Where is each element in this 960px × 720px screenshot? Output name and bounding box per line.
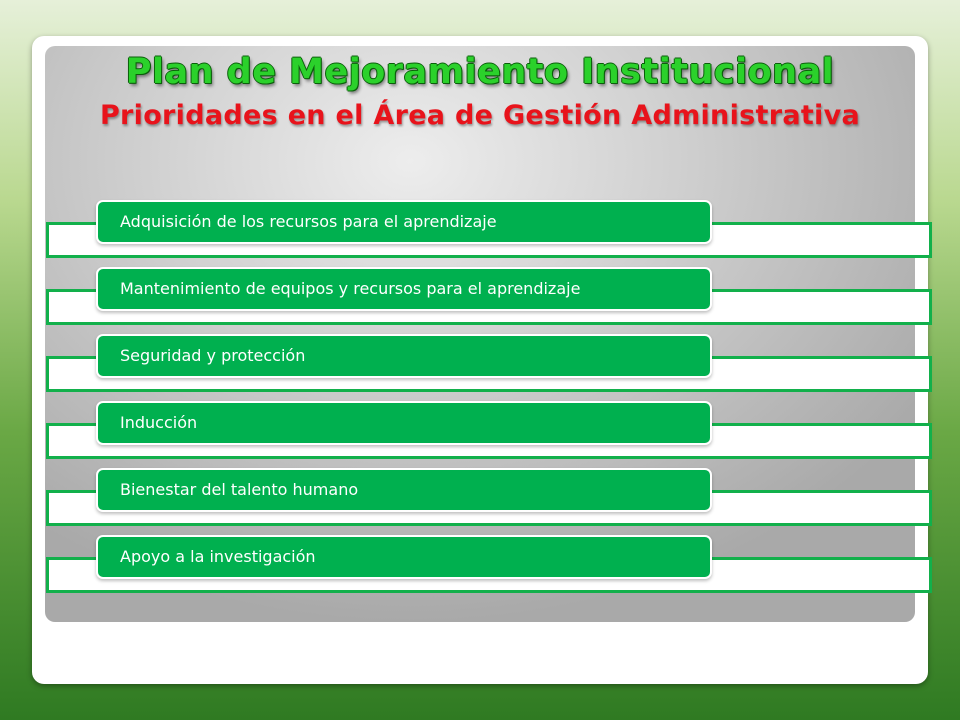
- list-item: [0, 200, 960, 264]
- list-item: [0, 401, 960, 465]
- list-item: [0, 334, 960, 398]
- slide-subtitle: Prioridades en el Área de Gestión Administrativa: [99, 100, 861, 131]
- list-item: [0, 267, 960, 331]
- list-item-label: Bienestar del talento humano: [120, 480, 359, 499]
- list-item-label: Apoyo a la investigación: [120, 547, 316, 566]
- list-item-pill: [96, 535, 712, 579]
- list-item: [0, 468, 960, 532]
- list-item-pill: [96, 267, 712, 311]
- slide-title: Plan de Mejoramiento Institucional: [125, 52, 835, 92]
- list-item-label: Mantenimiento de equipos y recursos para el aprendizaje: [120, 279, 581, 298]
- list-item-pill: [96, 401, 712, 445]
- list-item-label: Adquisición de los recursos para el aprendizaje: [120, 212, 497, 231]
- list-item-label: Seguridad y protección: [120, 346, 306, 365]
- list-item-pill: [96, 334, 712, 378]
- list-item-pill: [96, 200, 712, 244]
- list-item-label: Inducción: [120, 413, 198, 432]
- list-item-pill: [96, 468, 712, 512]
- list-item: [0, 535, 960, 599]
